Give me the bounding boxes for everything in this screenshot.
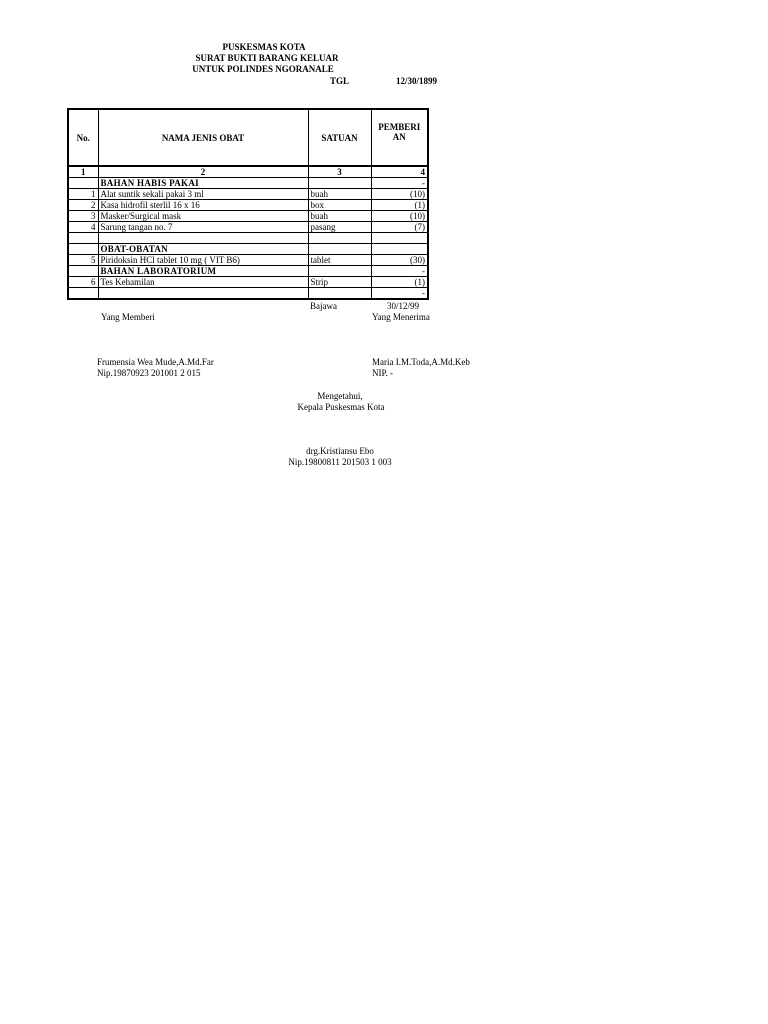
row-no: 2 xyxy=(68,200,98,211)
row-no: 5 xyxy=(68,255,98,266)
row-unit xyxy=(308,288,371,300)
table-row xyxy=(68,277,428,288)
row-unit xyxy=(308,244,371,255)
table-row xyxy=(68,222,428,233)
row-qty: (1) xyxy=(371,200,428,211)
header-unit: SATUAN xyxy=(308,109,371,166)
row-qty: (1) xyxy=(371,277,428,288)
col-number-3: 3 xyxy=(308,166,371,178)
row-unit xyxy=(308,178,371,189)
receiver-label: Yang Menerima xyxy=(372,312,430,322)
header-pemberian-line-2: AN xyxy=(392,132,406,142)
date-value: 12/30/1899 xyxy=(396,76,438,86)
row-qty: (30) xyxy=(371,255,428,266)
table-row xyxy=(68,200,428,211)
row-no xyxy=(68,266,98,277)
table-row xyxy=(68,233,428,244)
row-qty: (10) xyxy=(371,189,428,200)
row-qty xyxy=(371,244,428,255)
row-no: 3 xyxy=(68,211,98,222)
head-name: drg.Kristiansu Ebo xyxy=(306,446,374,456)
row-unit: tablet xyxy=(308,255,371,266)
row-unit: pasang xyxy=(308,222,371,233)
header-name: NAMA JENIS OBAT xyxy=(98,109,308,166)
row-unit: Strip xyxy=(308,277,371,288)
table-row xyxy=(68,189,428,200)
row-unit xyxy=(308,233,371,244)
row-unit: buah xyxy=(308,189,371,200)
table-row xyxy=(68,288,428,300)
giver-label: Yang Memberi xyxy=(101,312,155,322)
place: Bajawa xyxy=(310,301,337,311)
row-item-name xyxy=(98,233,308,244)
table-body xyxy=(68,178,428,300)
head-title: Kepala Puskesmas Kota xyxy=(297,402,385,412)
row-qty: - xyxy=(371,178,428,189)
row-no xyxy=(68,244,98,255)
row-item-name xyxy=(98,288,308,300)
column-number-row xyxy=(68,166,428,178)
giver-name: Frumensia Wea Mude,A.Md.Far xyxy=(97,357,214,367)
table-row xyxy=(68,178,428,189)
row-item-name: Piridoksin HCl tablet 10 mg ( VIT B6) xyxy=(98,255,308,266)
giver-nip: Nip.19870923 201001 2 015 xyxy=(97,368,201,378)
col-number-4: 4 xyxy=(371,166,428,178)
col-number-2: 2 xyxy=(98,166,308,178)
receiver-nip: NIP. - xyxy=(372,368,394,378)
date-label: TGL xyxy=(330,76,350,86)
row-unit: box xyxy=(308,200,371,211)
row-item-name: Tes Kehamilan xyxy=(98,277,308,288)
table-row xyxy=(68,266,428,277)
head-nip: Nip.19800811 201503 1 003 xyxy=(288,457,392,467)
row-no xyxy=(68,233,98,244)
receiver-name: Maria I.M.Toda,A.Md.Keb xyxy=(372,357,470,367)
items-table xyxy=(67,108,429,300)
row-no: 1 xyxy=(68,189,98,200)
table-header-row xyxy=(68,109,428,166)
row-item-name: BAHAN LABORATORIUM xyxy=(98,266,308,277)
table-row xyxy=(68,255,428,266)
acknowledge-label: Mengetahui, xyxy=(317,391,363,401)
row-no xyxy=(68,178,98,189)
row-item-name: OBAT-OBATAN xyxy=(98,244,308,255)
row-no xyxy=(68,288,98,300)
row-qty: - xyxy=(371,266,428,277)
row-no: 4 xyxy=(68,222,98,233)
row-qty: - xyxy=(371,288,428,300)
header-line-3: UNTUK POLINDES NGORANALE xyxy=(192,64,334,74)
row-qty: (10) xyxy=(371,211,428,222)
row-item-name: Sarung tangan no. 7 xyxy=(98,222,308,233)
row-unit: buah xyxy=(308,211,371,222)
table-row xyxy=(68,211,428,222)
col-number-1: 1 xyxy=(68,166,98,178)
row-item-name: BAHAN HABIS PAKAI xyxy=(98,178,308,189)
row-no: 6 xyxy=(68,277,98,288)
header-pemberian-line-1: PEMBERI xyxy=(378,122,421,132)
header-pemberian xyxy=(371,109,428,166)
header-no: No. xyxy=(68,109,98,166)
table-row xyxy=(68,244,428,255)
row-item-name: Kasa hidrofil sterlil 16 x 16 xyxy=(98,200,308,211)
row-item-name: Masker/Surgical mask xyxy=(98,211,308,222)
row-unit xyxy=(308,266,371,277)
sign-date: 30/12/99 xyxy=(387,301,420,311)
row-qty: (7) xyxy=(371,222,428,233)
header-line-2: SURAT BUKTI BARANG KELUAR xyxy=(195,53,339,63)
row-qty xyxy=(371,233,428,244)
row-item-name: Alat suntik sekali pakai 3 ml xyxy=(98,189,308,200)
header-line-1: PUSKESMAS KOTA xyxy=(222,42,306,52)
